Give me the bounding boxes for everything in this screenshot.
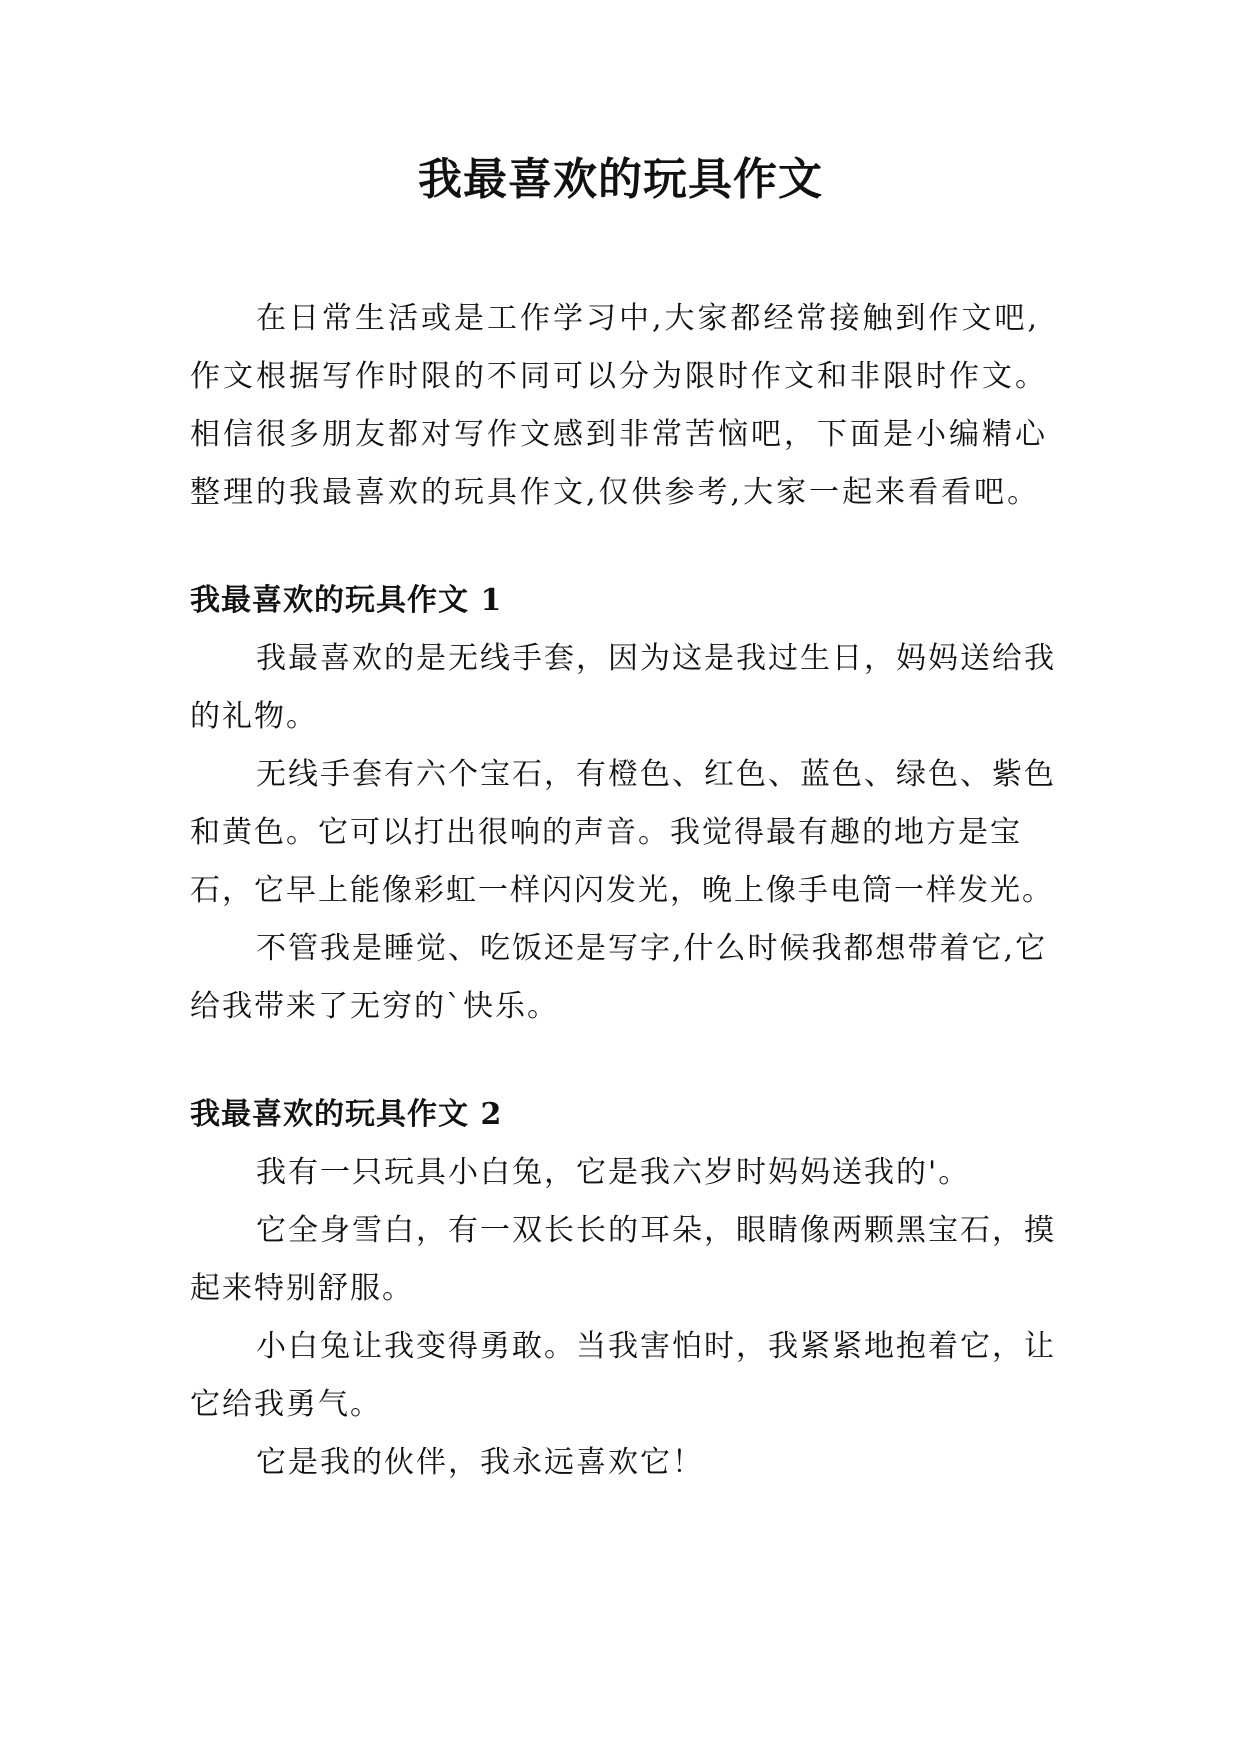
section-2-paragraph-1: 我有一只玩具小白兔，它是我六岁时妈妈送我的'。 xyxy=(256,1155,971,1190)
section-spacer xyxy=(190,1036,1060,1086)
section-1-paragraph-3: 不管我是睡觉、吃饭还是写字,什么时候我都想带着它,它给我带来了无穷的`快乐。 xyxy=(190,931,1048,1024)
section-heading-2: 我最喜欢的玩具作文 2 xyxy=(190,1097,503,1132)
section-1-paragraph-1: 我最喜欢的是无线手套，因为这是我过生日，妈妈送给我的礼物。 xyxy=(190,641,1056,734)
section-heading-1: 我最喜欢的玩具作文 1 xyxy=(190,583,503,618)
section-2-paragraph-3: 小白兔让我变得勇敢。当我害怕时，我紧紧地抱着它，让它给我勇气。 xyxy=(190,1329,1056,1422)
section-2-paragraph-2: 它全身雪白，有一双长长的耳朵，眼睛像两颗黑宝石，摸起来特别舒服。 xyxy=(190,1213,1056,1306)
document-body xyxy=(190,290,1060,1492)
page-title: 我最喜欢的玩具作文 xyxy=(418,154,823,205)
section-spacer xyxy=(190,522,1060,572)
section-1-paragraph-2: 无线手套有六个宝石，有橙色、红色、蓝色、绿色、紫色和黄色。它可以打出很响的声音。我觉得最有趣的地方是宝石，它早上能像彩虹一样闪闪发光，晚上像手电筒一样发光。 xyxy=(190,757,1056,908)
section-2-paragraph-4: 它是我的伙伴，我永远喜欢它！ xyxy=(256,1445,704,1480)
intro-paragraph: 在日常生活或是工作学习中,大家都经常接触到作文吧,作文根据写作时限的不同可以分为限时作文和非限时作文。相信很多朋友都对写作文感到非常苦恼吧，下面是小编精心整理的我最喜欢的玩具作文,仅供参考,大家一起来看看吧。 xyxy=(190,301,1048,510)
